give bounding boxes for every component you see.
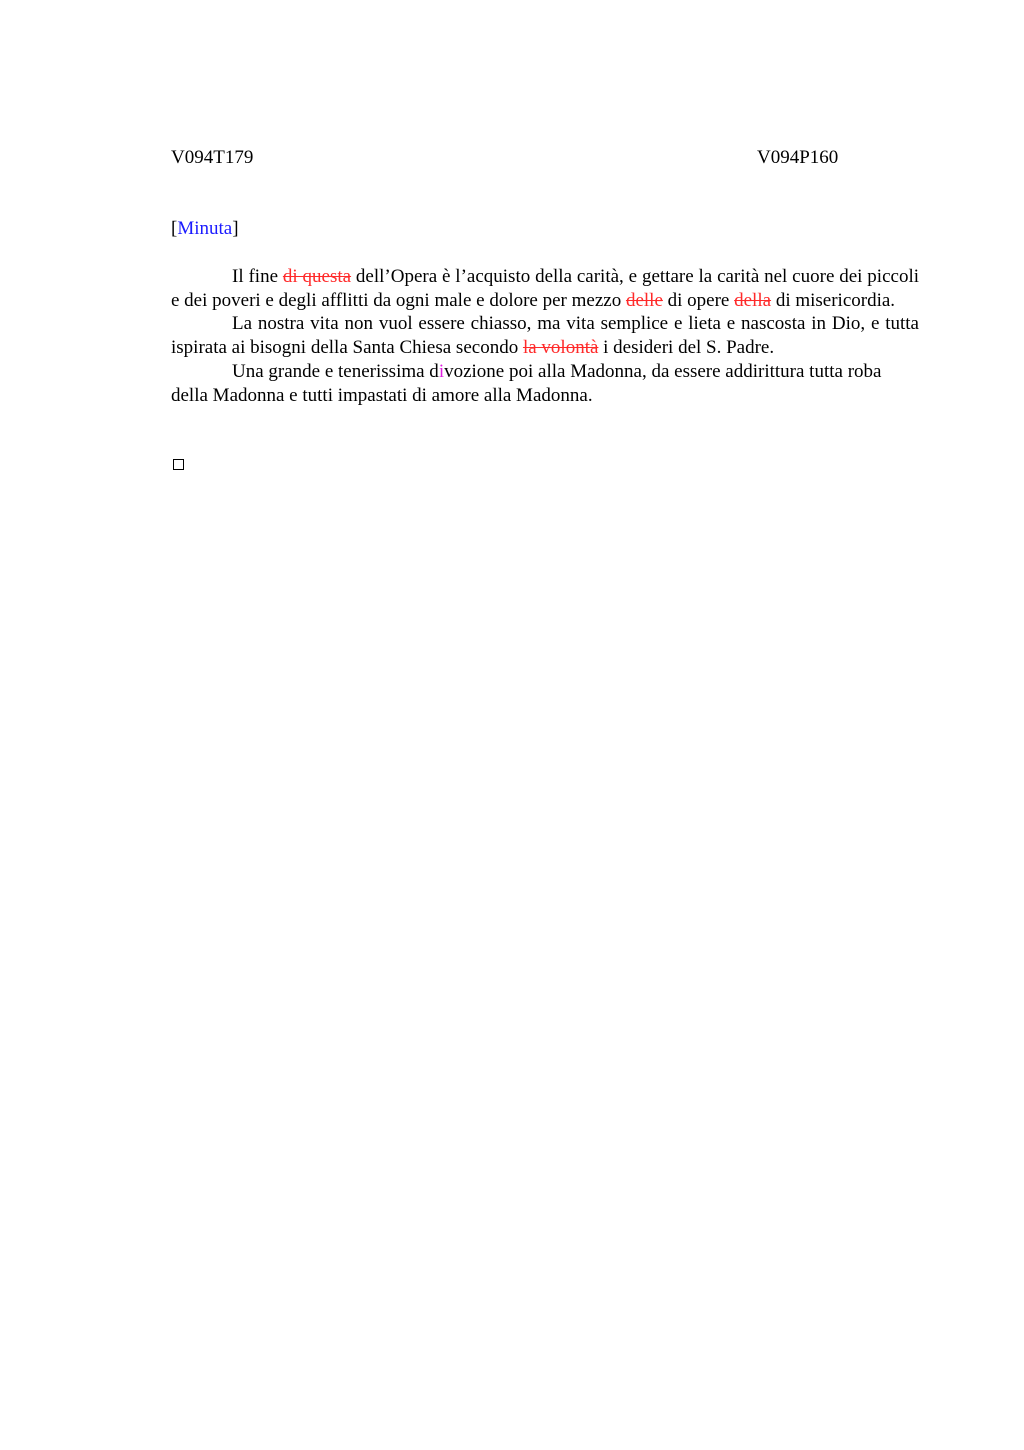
label-word-minuta: Minuta <box>177 218 233 239</box>
text-segment: i desideri del S. Padre. <box>598 337 775 359</box>
label-open-bracket: [ <box>171 218 178 239</box>
deleted-text: di questa <box>282 266 352 287</box>
text-segment: dell’Opera è l’acquisto della carità, e gettare la carità nel cuore dei piccoli e dei poveri e degli afflitti da ogni male e dolore per mezzo <box>171 266 920 311</box>
text-segment: Una grande e tenerissima d <box>232 360 439 382</box>
document-code-left: V094T179 <box>171 147 254 168</box>
transcription-body <box>171 265 919 407</box>
deleted-text: la volontà <box>522 337 599 359</box>
text-segment: di opere <box>662 289 735 311</box>
end-marker-box-icon <box>173 459 184 470</box>
inserted-letter: i <box>438 360 445 382</box>
paragraph-3 <box>171 360 919 407</box>
deleted-text: delle <box>625 289 663 311</box>
section-label <box>171 217 239 241</box>
label-close-bracket: ] <box>232 218 239 239</box>
document-code-right: V094P160 <box>757 147 839 168</box>
paragraph-1 <box>171 265 919 312</box>
text-segment: Il fine <box>232 266 283 287</box>
deleted-text: della <box>734 289 772 311</box>
text-segment: La nostra vita non vuol essere chiasso, ma vita semplice e lieta e nascosta in Dio, e tutta ispirata ai bisogni della Santa Chiesa secondo <box>171 313 919 359</box>
text-segment: vozione poi alla Madonna, da essere addirittura tutta roba della Madonna e tutti impastati di amore alla Madonna. <box>171 360 882 406</box>
paragraph-2 <box>171 312 919 359</box>
text-segment: di misericordia. <box>771 289 896 311</box>
